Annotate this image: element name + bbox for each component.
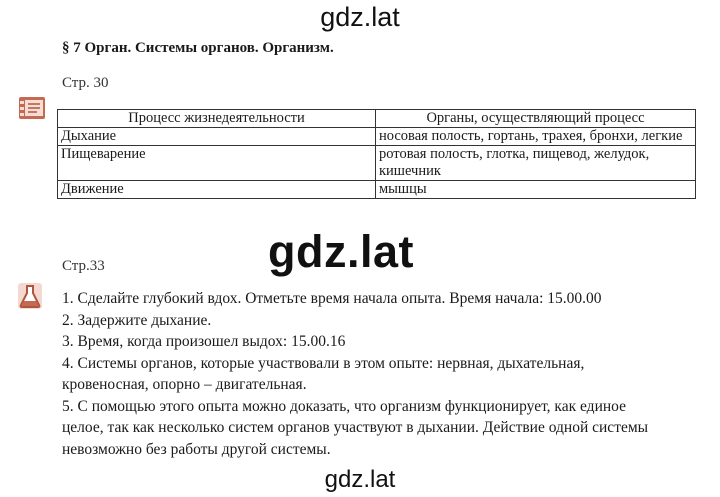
watermark-middle: gdz.lat (268, 226, 414, 277)
page-reference-30: Стр. 30 (62, 75, 109, 91)
table-header-row (58, 110, 696, 128)
experiment-text (62, 288, 702, 460)
text-line: 5. С помощью этого опыта можно доказать, что организм функционирует, как единое (62, 397, 626, 415)
section-title: § 7 Орган. Системы органов. Организм. (62, 40, 334, 56)
text-line: 1. Сделайте глубокий вдох. Отметьте время начала опыта. Время начала: 15.00.00 (62, 290, 602, 307)
table-header-process: Процесс жизнедеятельности (58, 110, 376, 128)
text-line: невозможно без работы другой системы. (62, 440, 331, 458)
process-table (57, 109, 696, 199)
watermark-top: gdz.lat (320, 2, 400, 32)
table-cell-process: Движение (58, 181, 376, 199)
watermark-bottom: gdz.lat (324, 466, 396, 493)
table-header-organs: Органы, осуществляющий процесс (376, 110, 696, 128)
flask-icon (17, 282, 43, 310)
table-cell-process: Дыхание (58, 128, 376, 146)
notebook-icon (17, 95, 47, 121)
table-cell-process: Пищеварение (58, 146, 376, 181)
table-row (58, 181, 696, 199)
table-cell-organs: мышцы (376, 181, 696, 199)
table-cell-organs: носовая полость, гортань, трахея, бронхи, легкие (376, 128, 696, 146)
page-reference-33: Стр.33 (62, 258, 105, 274)
text-line: целое, так как несколько систем органов участвуют в дыхании. Действие одной системы (62, 419, 649, 436)
table-cell-organs: ротовая полость, глотка, пищевод, желудок, кишечник (376, 146, 696, 181)
text-line: 4. Системы органов, которые участвовали в этом опыте: нервная, дыхательная, (62, 354, 585, 372)
text-line: кровеносная, опорно – двигательная. (62, 376, 307, 393)
text-line: 2. Задержите дыхание. (62, 311, 212, 329)
table-row (58, 146, 696, 181)
text-line: 3. Время, когда произошел выдох: 15.00.16 (62, 333, 346, 350)
table-row (58, 128, 696, 146)
